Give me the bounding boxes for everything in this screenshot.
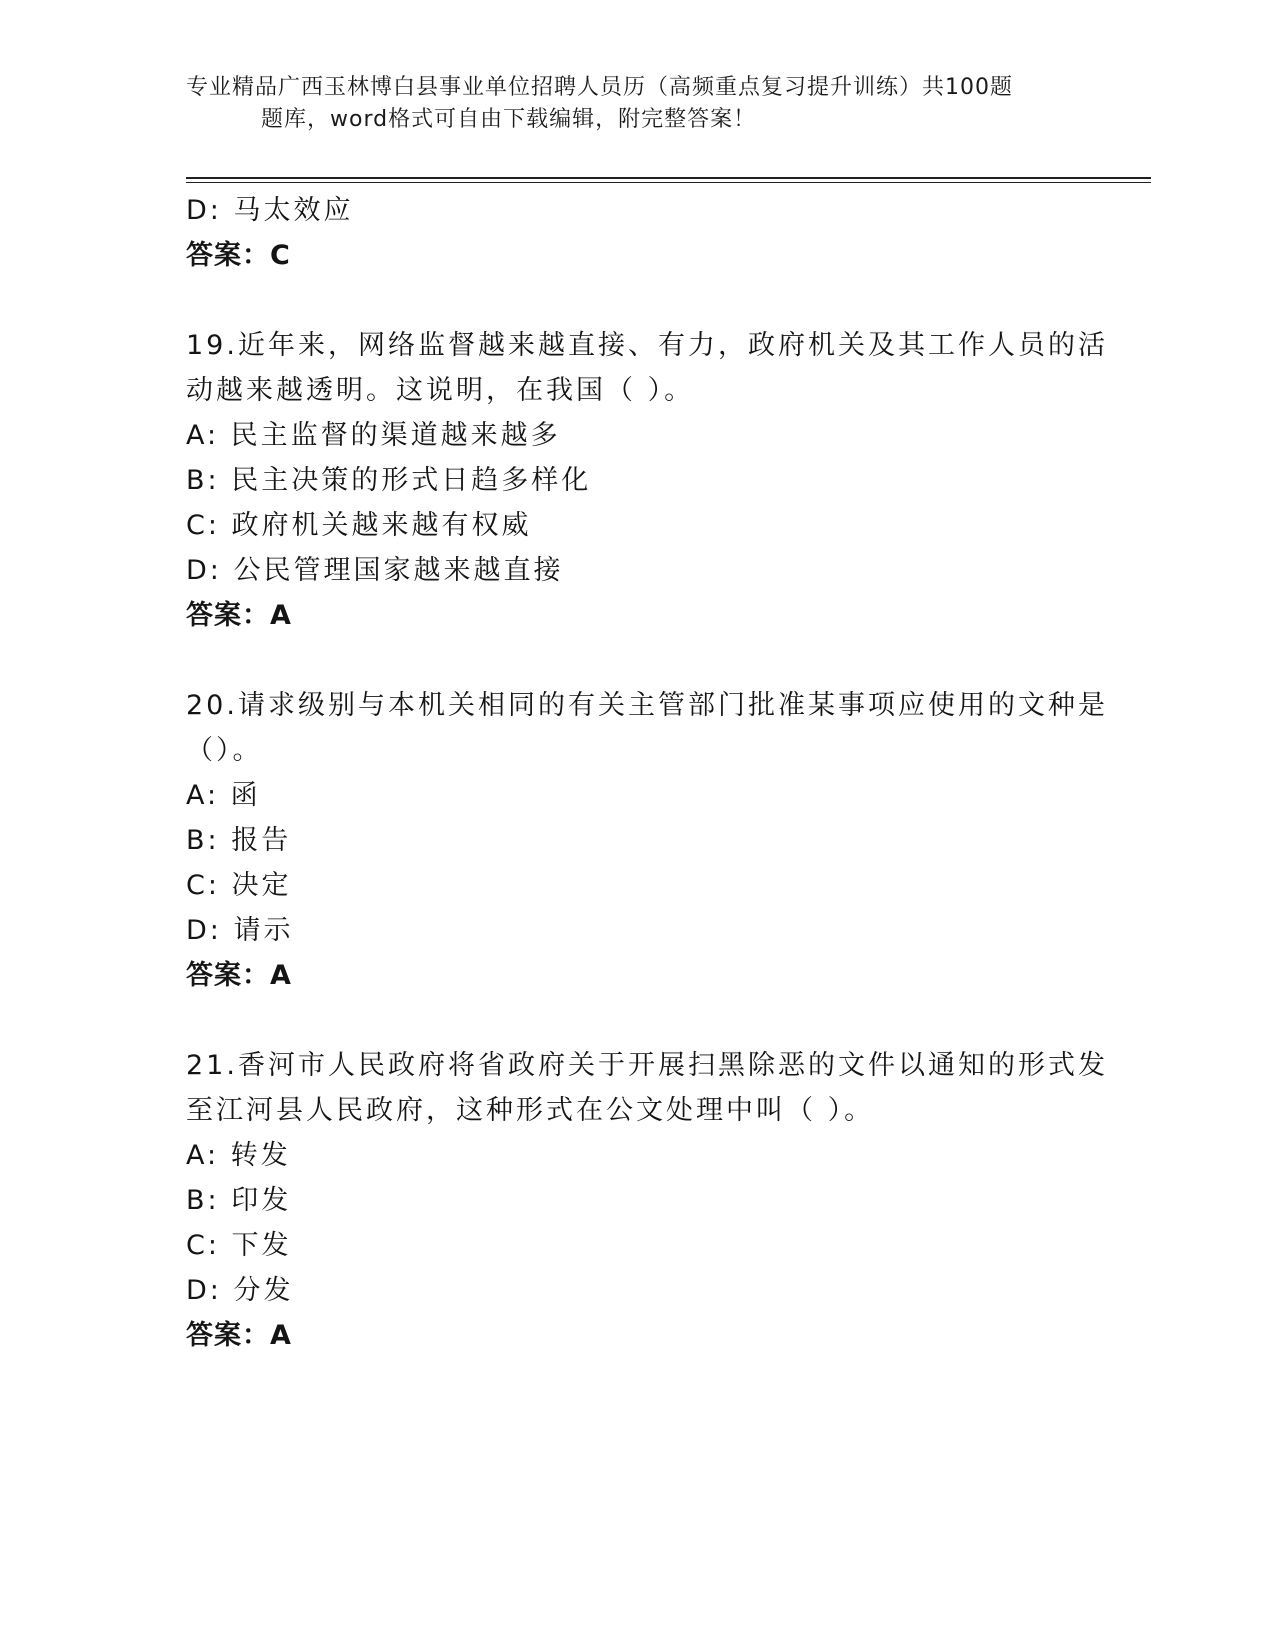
answer-line: 答案：A: [186, 960, 292, 991]
option-b: B: 印发: [186, 1185, 292, 1216]
question-20: [186, 683, 1108, 998]
option-a: A: 函: [186, 780, 261, 811]
question-stem-line1: 21.香河市人民政府将省政府关于开展扫黑除恶的文件以通知的形式发: [186, 1050, 1108, 1081]
option-c: C: 下发: [186, 1230, 292, 1261]
question-stem-line1: 20.请求级别与本机关相同的有关主管部门批准某事项应使用的文种是: [186, 690, 1108, 721]
option-b: B: 民主决策的形式日趋多样化: [186, 465, 592, 496]
question-21: [186, 1043, 1108, 1358]
option-c: C: 政府机关越来越有权威: [186, 510, 532, 541]
question-stem-line2: 动越来越透明。这说明，在我国（ ）。: [186, 375, 695, 406]
option-d: D: 分发: [186, 1275, 294, 1306]
option-d: D: 公民管理国家越来越直接: [186, 555, 564, 586]
header-divider-top: [186, 177, 1151, 179]
question-19: [186, 323, 1108, 638]
question-stem-line2: 至江河县人民政府，这种形式在公文处理中叫（ ）。: [186, 1095, 875, 1126]
question-stem: [186, 323, 1108, 413]
header-title-line1: 专业精品广西玉林博白县事业单位招聘人员历（高频重点复习提升训练）共100题: [186, 75, 1013, 100]
page-header: [186, 72, 1086, 136]
header-divider-bottom: [186, 182, 1151, 183]
option-c: C: 决定: [186, 870, 292, 901]
answer-line: 答案：C: [186, 240, 291, 271]
option-a: A: 民主监督的渠道越来越多: [186, 420, 561, 451]
answer-line: 答案：A: [186, 1320, 292, 1351]
question-stem: [186, 1043, 1108, 1133]
question-stem-line1: 19.近年来，网络监督越来越直接、有力，政府机关及其工作人员的活: [186, 330, 1108, 361]
document-body: [186, 188, 1108, 1358]
option-a: A: 转发: [186, 1140, 291, 1171]
header-title-line2: 题库，word格式可自由下载编辑，附完整答案！: [261, 107, 757, 132]
answer-line: 答案：A: [186, 600, 292, 631]
option-b: B: 报告: [186, 825, 292, 856]
question-stem-line2: （）。: [186, 735, 263, 766]
question-stem: [186, 683, 1108, 773]
option-d: D: 请示: [186, 915, 294, 946]
prev-question-tail: [186, 188, 1086, 278]
option-d: D: 马太效应: [186, 195, 354, 226]
